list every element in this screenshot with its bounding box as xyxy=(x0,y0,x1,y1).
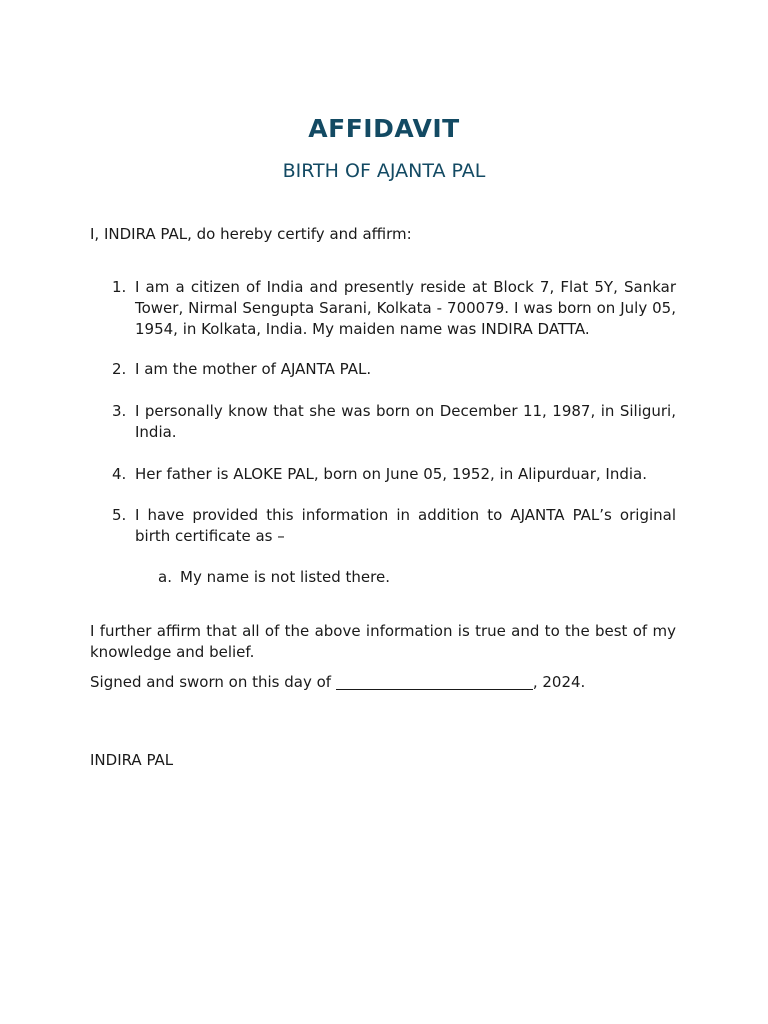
affirmation-statement: I further affirm that all of the above information is true and to the best of my knowledge and belief. xyxy=(90,622,676,661)
signed-line xyxy=(90,672,676,693)
list-item xyxy=(90,359,676,380)
list-item-text: I am the mother of AJANTA PAL. xyxy=(135,360,372,378)
list-item xyxy=(90,401,676,443)
list-item-number: 2. xyxy=(112,360,127,378)
signer-name: INDIRA PAL xyxy=(90,751,174,769)
sub-list-item-text: My name is not listed there. xyxy=(180,568,390,586)
list-item-text: I personally know that she was born on December 11, 1987, in Siliguri, India. xyxy=(135,402,676,441)
list-item-number: 5. xyxy=(112,506,127,524)
list-item xyxy=(90,505,676,547)
list-item-text: I am a citizen of India and presently reside at Block 7, Flat 5Y, Sankar Tower, Nirmal Sengupta Sarani, Kolkata - 700079. I was born on July 05, 1954, in Kolkata, India. My maiden name was INDIRA DATTA. xyxy=(135,278,676,338)
sub-list-item-letter: a. xyxy=(158,568,172,586)
list-item-text: Her father is ALOKE PAL, born on June 05, 1952, in Alipurduar, India. xyxy=(135,465,647,483)
list-item-text: I have provided this information in addition to AJANTA PAL’s original birth certificate as – xyxy=(135,506,676,545)
list-item-number: 1. xyxy=(112,278,127,296)
document-subtitle: BIRTH OF AJANTA PAL xyxy=(282,160,486,182)
list-item-number: 4. xyxy=(112,465,127,483)
document-title: AFFIDAVIT xyxy=(308,114,460,143)
list-item-number: 3. xyxy=(112,402,127,420)
list-item xyxy=(90,464,676,485)
list-item xyxy=(90,277,676,339)
intro-statement: I, INDIRA PAL, do hereby certify and affirm: xyxy=(90,225,412,243)
sub-list-item xyxy=(158,567,658,588)
signed-prefix: Signed and sworn on this day of xyxy=(90,673,336,691)
signed-suffix: , 2024. xyxy=(532,673,586,691)
date-blank-line xyxy=(336,675,533,690)
